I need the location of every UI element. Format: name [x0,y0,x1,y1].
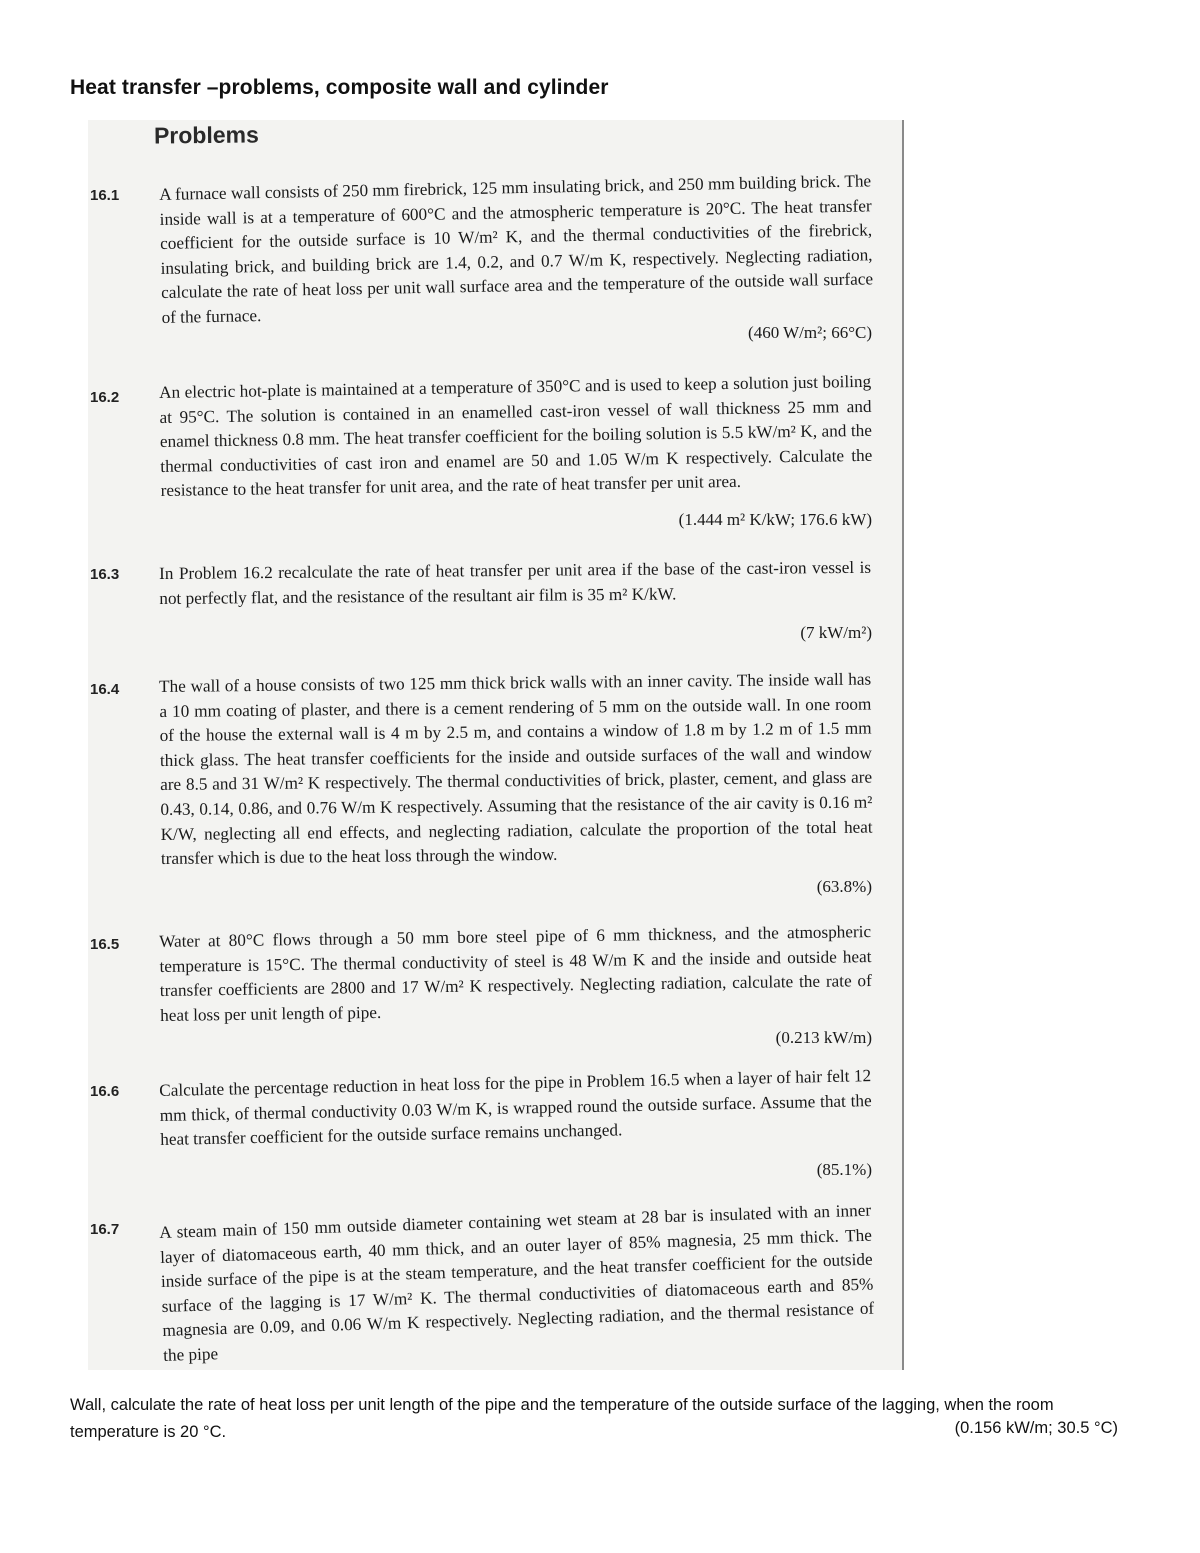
problem-text: Calculate the percentage reduction in heat loss for the pipe in Problem 16.5 when a layer of hair felt 12 mm thick, of thermal conductivity 0.03 W/m K, is wrapped round the outside surface. Assume that the heat transfer coefficient for the outside surface remains unchanged. [159,1066,872,1150]
problem-number: 16.6 [90,1083,120,1100]
problem-answer: (63.8%) [816,877,872,896]
continuation-answer: (0.156 kW/m; 30.5 °C) [954,1419,1118,1437]
problem-text: A steam main of 150 mm outside diameter containing wet steam at 28 bar is insulated with an inner layer of diatomaceous earth, 40 mm thick, and an outer layer of 85% magnesia, 25 mm thick. The inside surface of the pipe is at the steam temperature, and the heat transfer coefficient for the outside surface of the lagging is 17 W/m² K. The thermal conductivities of diatomaceous earth and 85% magnesia are 0.09, and 0.06 W/m K respectively. Neglecting radiation, and the thermal resistance of the pipe [159,1200,875,1365]
problem-number: 16.3 [90,566,120,583]
continuation-text: Wall, calculate the rate of heat loss per unit length of the pipe and the temperature of the outside surface of the lagging, when the room temperature is 20 °C. [70,1396,1054,1441]
problem-text: An electric hot-plate is maintained at a temperature of 350°C and is used to keep a solution just boiling at 95°C. The solution is contained in an enamelled cast-iron vessel of wall thickness 25 mm and enamel thickness 0.8 mm. The heat transfer coefficient for the boiling solution is 5.5 kW/m² K, and the thermal conductivities of cast iron and enamel are 50 and 1.05 W/m K respectively. Calculate the resistance to the heat transfer for unit area, and the rate of heat transfer per unit area. [159,371,873,501]
problem-answer: (7 kW/m²) [800,623,872,642]
problem-number: 16.2 [90,389,120,406]
problem-text: Water at 80°C flows through a 50 mm bore steel pipe of 6 mm thickness, and the atmospheric temperature is 15°C. The thermal conductivity of steel is 48 W/m K and the inside and outside heat transfer coefficients are 2800 and 17 W/m² K respectively. Neglecting radiation, calculate the rate of heat loss per unit length of pipe. [159,922,872,1025]
problem-text: In Problem 16.2 recalculate the rate of heat transfer per unit area if the base of the cast-iron vessel is not perfectly flat, and the resistance of the resultant air film is 35 m² K/kW. [159,557,872,608]
problems-heading: Problems [153,121,259,149]
problem-answer: (0.213 kW/m) [775,1028,872,1047]
problem-number: 16.4 [90,681,120,698]
problem-number: 16.5 [90,936,120,953]
problem-text: The wall of a house consists of two 125 mm thick brick walls with an inner cavity. The inside wall has a 10 mm coating of plaster, and there is a cement rendering of 5 mm on the outside wall. In one room of the house the external wall is 4 m by 2.5 m, and contains a window of 1.8 m by 1.2 m of 1.5 mm thick glass. The heat transfer coefficients for the inside and outside surfaces of the wall and window are 8.5 and 31 W/m² K respectively. The thermal conductivities of brick, plaster, cement, and glass are 0.43, 0.14, 0.86, and 0.76 W/m K respectively. Assuming that the resistance of the air cavity is 0.16 m² K/W, neglecting all end effects, and neglecting radiation, calculate the proportion of the total heat transfer which is due to the heat loss through the window. [159,669,873,869]
scanned-problems-page [88,120,904,1370]
problem-number: 16.7 [90,1221,120,1238]
problem-answer: (85.1%) [816,1160,872,1179]
problem-text: A furnace wall consists of 250 mm firebrick, 125 mm insulating brick, and 250 mm building brick. The inside wall is at a temperature of 600°C and the atmospheric temperature is 20°C. The heat transfer coefficient for the outside surface is 10 W/m² K, and the thermal conductivities of the firebrick, insulating brick, and building brick are 1.4, 0.2, and 0.7 W/m K, respectively. Neglecting radiation, calculate the rate of heat loss per unit wall surface area and the temperature of the outside wall surface of the furnace. [159,171,874,327]
problem-answer: (1.444 m² K/kW; 176.6 kW) [678,510,872,529]
problem-number: 16.1 [90,187,120,204]
problem-answer: (460 W/m²; 66°C) [748,323,872,342]
document-title: Heat transfer –problems, composite wall and cylinder [70,76,609,99]
